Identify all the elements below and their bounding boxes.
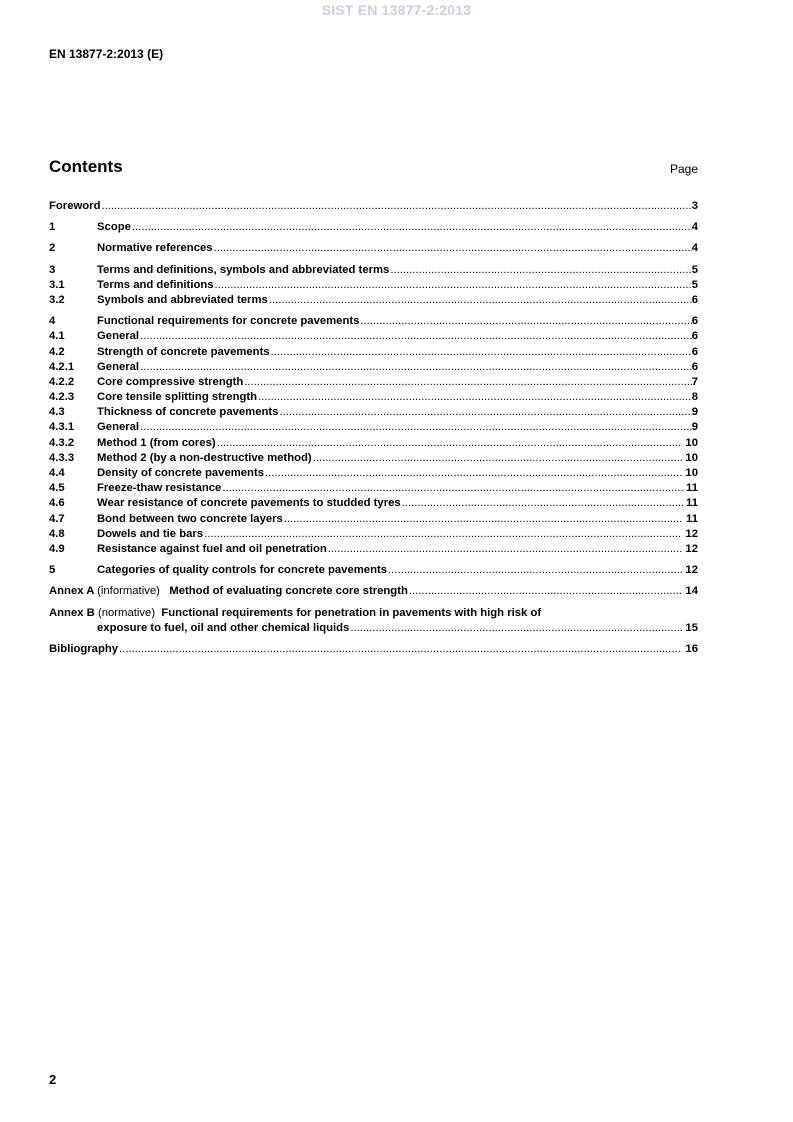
toc-entry-bibliography[interactable] — [49, 642, 698, 657]
toc-leader-dots — [140, 360, 692, 375]
toc-entry-title: exposure to fuel, oil and other chemical liquids — [97, 621, 350, 634]
toc-entry[interactable] — [49, 527, 698, 542]
toc-entry-title: Normative references — [97, 242, 213, 255]
toc-entry-page: 15 — [685, 621, 698, 634]
toc-entry-page: 8 — [691, 391, 698, 404]
toc-entry-title: Resistance against fuel and oil penetration — [97, 542, 327, 555]
toc-entry-number: 4.6 — [49, 497, 65, 510]
toc-leader-dots — [284, 512, 683, 527]
toc-entry-title: Core tensile splitting strength — [97, 391, 258, 404]
toc-entry-number: 4.2 — [49, 345, 65, 358]
toc-entry-number: 3 — [49, 263, 56, 276]
toc-entry-page: 12 — [685, 542, 698, 555]
toc-entry-page: 4 — [691, 221, 698, 234]
toc-leader-dots — [350, 621, 682, 636]
toc-entry-page: 5 — [691, 278, 698, 291]
toc-entry[interactable] — [49, 199, 698, 214]
toc-entry-title: Terms and definitions — [97, 278, 214, 291]
toc-entry-title: Annex A (informative) Method of evaluating concrete core strength — [49, 585, 408, 598]
toc-entry[interactable] — [49, 329, 698, 344]
toc-entry-title: Thickness of concrete pavements — [97, 406, 279, 419]
toc-entry[interactable] — [49, 420, 698, 435]
toc-entry-title: Wear resistance of concrete pavements to studded tyres — [97, 497, 401, 510]
toc-entry-number: 4.3.1 — [49, 421, 75, 434]
toc-entry-number: 4.3.2 — [49, 436, 75, 449]
toc-entry-page: 6 — [691, 315, 698, 328]
toc-leader-dots — [269, 293, 692, 308]
toc-entry-number: 4.5 — [49, 482, 65, 495]
toc-entry-number: 4.1 — [49, 330, 65, 343]
toc-entry-title: Bibliography — [49, 642, 119, 655]
toc-leader-dots — [101, 199, 691, 214]
toc-entry[interactable] — [49, 345, 698, 360]
toc-entry[interactable] — [49, 466, 698, 481]
toc-entry-annex-b-line1[interactable] — [49, 606, 698, 621]
toc-entry-number: 1 — [49, 221, 56, 234]
toc-entry-number: 2 — [49, 242, 56, 255]
toc-leader-dots — [214, 241, 692, 256]
toc-entry-page: 6 — [691, 293, 698, 306]
toc-entry[interactable] — [49, 293, 698, 308]
toc-leader-dots — [271, 345, 692, 360]
toc-entry-number: 4.4 — [49, 467, 65, 479]
toc-entry-page: 10 — [685, 467, 698, 479]
toc-entry-page: 6 — [691, 360, 698, 373]
toc-entry-title: Terms and definitions, symbols and abbreviated terms — [97, 263, 390, 276]
toc-leader-dots — [204, 527, 682, 542]
toc-entry-annex-a[interactable] — [49, 584, 698, 599]
toc-leader-dots — [215, 278, 692, 293]
toc-leader-dots — [217, 436, 683, 451]
toc-entry-title: Annex B (normative) Functional requirements for penetration in pavements with high risk of — [49, 606, 542, 619]
toc-leader-dots — [140, 420, 692, 435]
toc-entry-page: 12 — [685, 527, 698, 540]
table-of-contents — [49, 199, 698, 657]
toc-entry-number: 3.1 — [49, 278, 65, 291]
toc-entry-page: 4 — [691, 242, 698, 255]
toc-entry[interactable] — [49, 436, 698, 451]
toc-leader-dots — [244, 375, 691, 390]
toc-entry-page: 3 — [691, 200, 698, 212]
toc-entry-title: Freeze-thaw resistance — [97, 482, 222, 495]
toc-entry[interactable] — [49, 220, 698, 235]
toc-leader-dots — [119, 642, 682, 657]
toc-entry-page: 11 — [686, 512, 698, 525]
toc-entry-number: 3.2 — [49, 293, 65, 306]
toc-entry-page: 9 — [691, 421, 698, 434]
toc-leader-dots — [360, 314, 691, 329]
toc-entry-number: 5 — [49, 564, 56, 577]
toc-leader-dots — [388, 563, 682, 578]
toc-leader-dots — [409, 584, 683, 599]
footer-page-number: 2 — [49, 1072, 57, 1087]
toc-leader-dots — [279, 405, 691, 420]
contents-heading: Contents — [49, 157, 123, 176]
toc-entry-page: 11 — [686, 497, 698, 510]
toc-leader-dots — [258, 390, 692, 405]
page-column-heading: Page — [669, 162, 698, 176]
toc-leader-dots — [222, 481, 683, 496]
toc-entry-title: Symbols and abbreviated terms — [97, 293, 268, 306]
toc-leader-dots — [140, 329, 692, 344]
toc-entry-title: General — [97, 360, 140, 373]
toc-entry-number: 4.7 — [49, 512, 65, 525]
toc-leader-dots — [390, 263, 691, 278]
toc-entry-title: Bond between two concrete layers — [97, 512, 283, 525]
toc-entry[interactable] — [49, 263, 698, 278]
toc-entry-title: Foreword — [49, 200, 101, 212]
toc-entry-number: 4.8 — [49, 527, 65, 540]
toc-entry-page: 14 — [685, 585, 698, 598]
toc-entry-page: 7 — [691, 375, 698, 388]
toc-entry[interactable] — [49, 563, 698, 578]
toc-leader-dots — [313, 451, 683, 466]
toc-entry-title: Dowels and tie bars — [97, 527, 204, 540]
toc-entry-page: 5 — [691, 263, 698, 276]
toc-entry-page: 9 — [691, 406, 698, 419]
toc-entry[interactable] — [49, 512, 698, 527]
toc-entry-title: Scope — [97, 221, 131, 234]
toc-leader-dots — [402, 496, 683, 511]
toc-leader-dots — [328, 542, 683, 557]
toc-entry-page: 12 — [685, 564, 698, 577]
toc-entry[interactable] — [49, 481, 698, 496]
toc-entry-title: Density of concrete pavements — [97, 467, 264, 479]
toc-entry-number: 4.2.2 — [49, 375, 75, 388]
toc-entry-title: Strength of concrete pavements — [97, 345, 270, 358]
toc-entry[interactable] — [49, 375, 698, 390]
toc-entry-number: 4.2.3 — [49, 391, 75, 404]
toc-entry-annex-b-line2[interactable] — [49, 621, 698, 636]
toc-entry-page: 11 — [686, 482, 698, 495]
toc-leader-dots — [265, 466, 682, 481]
toc-entry-title: Functional requirements for concrete pavements — [97, 315, 360, 328]
toc-entry-number: 4.9 — [49, 542, 65, 555]
toc-entry-page: 16 — [685, 642, 698, 655]
toc-leader-dots — [132, 220, 692, 235]
toc-entry[interactable] — [49, 278, 698, 293]
toc-entry-number: 4.3.3 — [49, 451, 75, 464]
toc-entry-number: 4 — [49, 315, 56, 328]
toc-entry[interactable] — [49, 542, 698, 557]
toc-entry[interactable] — [49, 241, 698, 256]
toc-entry[interactable] — [49, 496, 698, 511]
toc-entry-title: Method 2 (by a non-destructive method) — [97, 451, 312, 464]
toc-entry-page: 10 — [685, 436, 698, 449]
toc-entry-title: Method 1 (from cores) — [97, 436, 216, 449]
toc-entry[interactable] — [49, 314, 698, 329]
toc-entry[interactable] — [49, 360, 698, 375]
toc-entry[interactable] — [49, 405, 698, 420]
toc-entry-number: 4.3 — [49, 406, 65, 419]
toc-entry-title: General — [97, 330, 140, 343]
toc-entry-title: General — [97, 421, 140, 434]
toc-entry-page: 10 — [685, 451, 698, 464]
toc-entry-title: Categories of quality controls for concrete pavements — [97, 564, 388, 577]
toc-entry-number: 4.2.1 — [49, 360, 75, 373]
toc-entry-page: 6 — [691, 330, 698, 343]
toc-entry[interactable] — [49, 451, 698, 466]
toc-entry-title: Core compressive strength — [97, 375, 244, 388]
toc-entry[interactable] — [49, 390, 698, 405]
watermark: SIST EN 13877-2:2013 — [321, 2, 472, 18]
toc-entry-page: 6 — [691, 345, 698, 358]
document-id: EN 13877-2:2013 (E) — [49, 47, 164, 61]
